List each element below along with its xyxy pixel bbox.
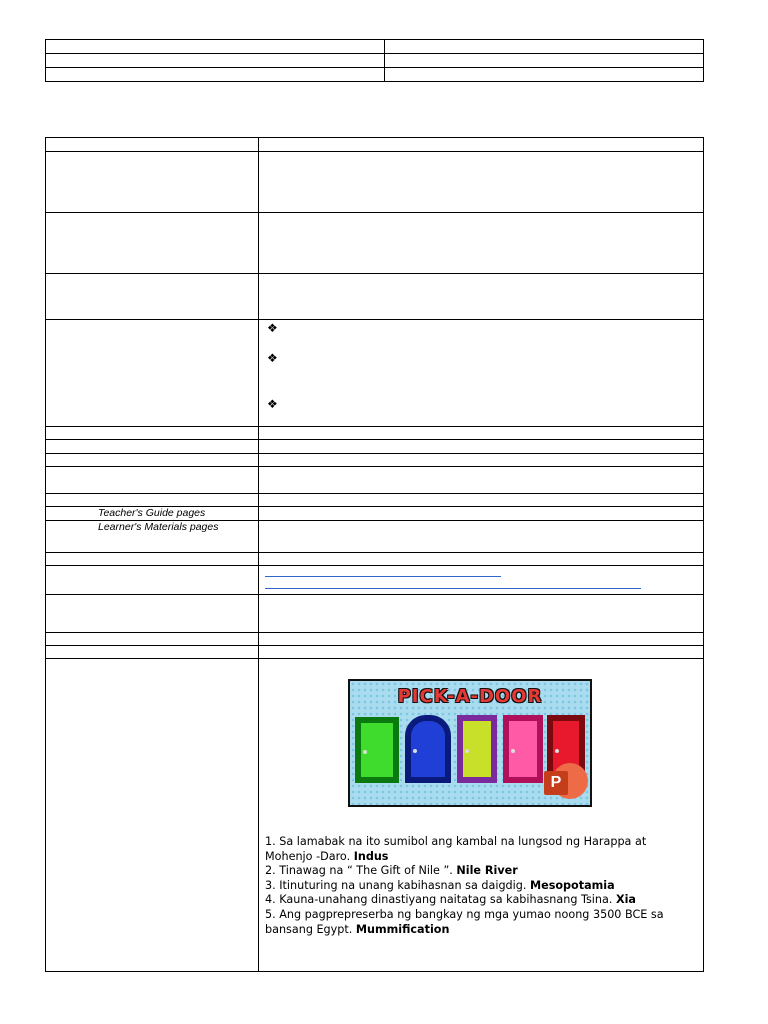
- cell: [46, 659, 259, 972]
- question-text: 3. Itinuturing na unang kabihasnan sa daigdig.: [265, 878, 530, 892]
- bullet-icon: ❖: [267, 397, 278, 411]
- hyperlink[interactable]: [265, 588, 641, 589]
- resources-row: [46, 566, 704, 595]
- table-row: [46, 467, 704, 494]
- links-cell: [259, 566, 704, 595]
- cell: [46, 40, 385, 54]
- cell: [259, 138, 704, 152]
- cell: [46, 595, 259, 633]
- door-knob-icon: [413, 749, 417, 753]
- activity-row: [46, 659, 704, 972]
- cell: [46, 566, 259, 595]
- cell: [259, 494, 704, 507]
- game-title: PICK-A-DOOR: [397, 686, 543, 707]
- powerpoint-icon: [544, 763, 588, 801]
- cell: [259, 521, 704, 553]
- cell: [46, 646, 259, 659]
- question-item: [265, 879, 697, 894]
- cell: [46, 427, 259, 440]
- header-row: [46, 40, 704, 54]
- yellow-door-icon: [457, 715, 497, 783]
- question-item: [265, 893, 697, 908]
- objectives-row: [46, 320, 704, 427]
- bullet-icon: ❖: [267, 321, 278, 335]
- header-row: [46, 54, 704, 68]
- table-row: [46, 213, 704, 274]
- bullet-icon: ❖: [267, 351, 278, 365]
- pink-door-icon: [503, 715, 543, 783]
- answer-text: Xia: [615, 893, 636, 907]
- teachers-guide-row: [46, 507, 704, 521]
- learners-materials-label: Learner's Materials pages: [98, 521, 219, 533]
- cell: [259, 595, 704, 633]
- green-door-icon: [355, 717, 399, 783]
- table-row: [46, 646, 704, 659]
- pick-a-door-game-image: [348, 679, 592, 807]
- cell: [46, 633, 259, 646]
- teachers-guide-label-cell: [46, 507, 259, 521]
- cell: [259, 633, 704, 646]
- cell: [259, 440, 704, 454]
- cell: [259, 553, 704, 566]
- cell: [46, 138, 259, 152]
- cell: [46, 454, 259, 467]
- cell: [259, 454, 704, 467]
- table-row: [46, 138, 704, 152]
- answer-text: Indus: [353, 849, 389, 863]
- cell: [385, 54, 704, 68]
- question-item: [265, 835, 697, 864]
- table-row: [46, 152, 704, 213]
- learners-materials-row: [46, 521, 704, 553]
- cell: [46, 320, 259, 427]
- answer-text: Mummification: [355, 922, 450, 936]
- table-row: [46, 633, 704, 646]
- question-text: 2. Tinawag na “ The Gift of Nile ”.: [265, 864, 457, 878]
- question-list: [259, 807, 703, 937]
- cell: [259, 467, 704, 494]
- learners-materials-label-cell: [46, 521, 259, 553]
- table-row: [46, 454, 704, 467]
- question-item: [265, 864, 697, 879]
- question-text: 4. Kauna-unahang dinastiyang naitatag sa kabihasnang Tsina.: [265, 893, 616, 907]
- answer-text: Nile River: [456, 864, 518, 878]
- cell: [46, 54, 385, 68]
- door-knob-icon: [555, 749, 559, 753]
- lesson-plan-table: [45, 137, 704, 972]
- answer-text: Mesopotamia: [529, 878, 615, 892]
- cell: [46, 68, 385, 82]
- hyperlink[interactable]: [265, 576, 501, 577]
- cell: [259, 213, 704, 274]
- table-row: [46, 494, 704, 507]
- cell: [259, 646, 704, 659]
- question-item: [265, 908, 697, 937]
- teachers-guide-label: Teacher's Guide pages: [98, 507, 206, 519]
- header-row: [46, 68, 704, 82]
- powerpoint-badge-letter: P: [544, 771, 568, 795]
- activity-cell: [259, 659, 704, 972]
- table-row: [46, 440, 704, 454]
- door-knob-icon: [363, 750, 367, 754]
- question-text: 1. Sa lamabak na ito sumibol ang kambal na lungsod ng Harappa at Mohenjo -Daro.: [265, 835, 647, 863]
- table-row: [46, 595, 704, 633]
- table-row: [46, 427, 704, 440]
- cell: [46, 152, 259, 213]
- cell: [46, 213, 259, 274]
- cell: [385, 40, 704, 54]
- objectives-cell: [259, 320, 704, 427]
- table-row: [46, 553, 704, 566]
- cell: [46, 440, 259, 454]
- cell: [259, 507, 704, 521]
- cell: [259, 427, 704, 440]
- cell: [259, 152, 704, 213]
- table-row: [46, 274, 704, 320]
- cell: [46, 467, 259, 494]
- cell: [385, 68, 704, 82]
- door-knob-icon: [465, 749, 469, 753]
- blue-door-icon: [405, 715, 451, 783]
- cell: [259, 274, 704, 320]
- cell: [46, 553, 259, 566]
- question-text: 5. Ang pagprepreserba ng bangkay ng mga yumao noong 3500 BCE sa bansang Egypt.: [265, 907, 664, 936]
- door-knob-icon: [511, 749, 515, 753]
- header-table: [45, 39, 704, 82]
- cell: [46, 274, 259, 320]
- cell: [46, 494, 259, 507]
